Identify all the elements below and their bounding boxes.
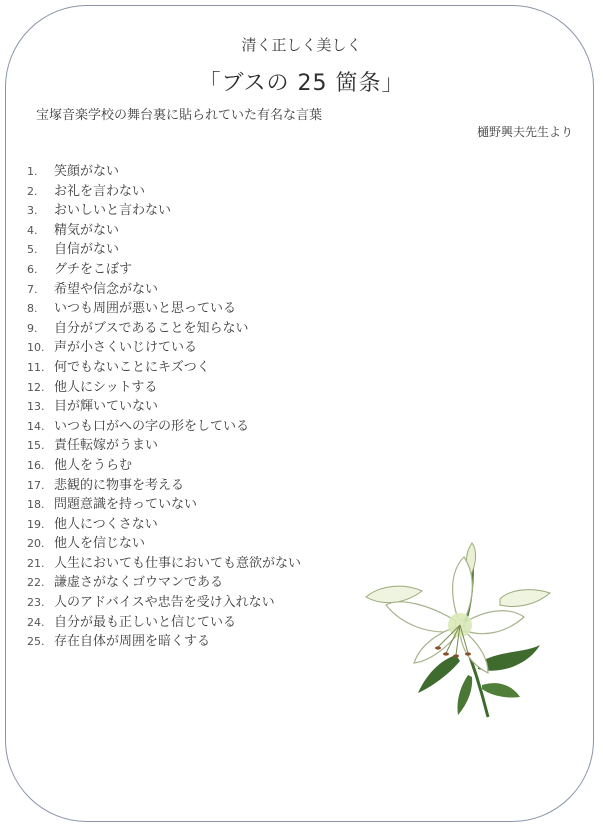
list-number: 22. [27, 576, 45, 590]
list-item [27, 182, 301, 202]
list-number: 9. [27, 321, 38, 335]
list-text: グチをこぼす [54, 261, 133, 277]
list-number: 15. [27, 439, 45, 453]
list-item [27, 593, 301, 613]
list-text: いつも周囲が悪いと思っている [54, 301, 237, 317]
list-item [27, 417, 301, 437]
lily-flower-illustration [360, 535, 560, 720]
list-number: 2. [27, 184, 38, 198]
list-number: 1. [27, 165, 38, 178]
list-number: 17. [27, 478, 45, 492]
list-number: 4. [27, 223, 38, 237]
list-number: 14. [27, 419, 45, 433]
list-item [27, 378, 301, 398]
list-text: 他人にシットする [54, 379, 158, 395]
list-number: 25. [27, 635, 45, 649]
list-item [27, 436, 301, 456]
list-number: 24. [27, 615, 45, 629]
list-text: 悲観的に物事を考える [54, 477, 185, 493]
list-item [27, 613, 301, 633]
list-item [27, 534, 301, 554]
list-text: 他人を信じない [54, 536, 146, 552]
list-number: 18. [27, 498, 45, 512]
list-number: 3. [27, 204, 38, 218]
list-number: 19. [27, 517, 45, 531]
list-number: 20. [27, 537, 45, 551]
list-text: 何でもないことにキズつく [54, 359, 210, 375]
list-text: 自信がない [54, 242, 120, 258]
list-number: 8. [27, 302, 38, 316]
list-text: 自分が最も正しいと信じている [54, 614, 237, 630]
list-item [27, 358, 301, 378]
list-text: 笑顔がない [54, 164, 120, 179]
page-caption: 宝塚音楽学校の舞台裏に貼られていた有名な言葉 [36, 108, 323, 123]
list-item [27, 319, 301, 339]
list-text: 人のアドバイスや忠告を受け入れない [54, 595, 275, 611]
list-item [27, 554, 301, 574]
list-text: 目が輝いていない [54, 399, 159, 415]
list-text: 他人をうらむ [54, 457, 133, 473]
list-item [27, 260, 301, 280]
rules-list [27, 162, 301, 652]
list-text: 精気がない [54, 222, 120, 238]
list-text: 他人につくさない [54, 516, 158, 532]
list-number: 13. [27, 400, 45, 414]
list-number: 21. [27, 556, 45, 570]
list-text: 人生においても仕事においても意欲がない [54, 555, 302, 571]
list-item [27, 456, 301, 476]
list-number: 5. [27, 243, 38, 257]
list-item [27, 201, 301, 221]
list-item [27, 632, 301, 652]
list-item [27, 162, 301, 182]
list-number: 10. [27, 341, 45, 355]
list-text: 問題意識を持っていない [54, 497, 198, 513]
list-text: いつも口がへの字の形をしている [54, 418, 250, 434]
list-text: 謙虚さがなくゴウマンである [54, 575, 224, 591]
list-number: 7. [27, 282, 38, 296]
list-text: 自分がブスであることを知らない [54, 320, 249, 336]
list-number: 6. [27, 262, 38, 276]
list-item [27, 280, 301, 300]
list-item [27, 573, 301, 593]
list-item [27, 221, 301, 241]
list-item [27, 240, 301, 260]
page-subtitle: 清く正しく美しく [241, 36, 362, 54]
page-title: 「ブスの 25 箇条」 [198, 71, 405, 96]
list-text: 希望や信念がない [54, 281, 159, 297]
list-number: 16. [27, 458, 45, 472]
list-text: おいしいと言わない [54, 203, 172, 219]
list-item [27, 338, 301, 358]
list-item [27, 495, 301, 515]
list-number: 11. [27, 360, 45, 374]
list-text: 責任転嫁がうまい [54, 438, 159, 454]
list-item [27, 397, 301, 417]
author-credit: 樋野興夫先生より [476, 125, 573, 139]
list-number: 12. [27, 380, 45, 394]
list-text: 声が小さくいじけている [54, 340, 198, 356]
list-text: 存在自体が周囲を暗くする [54, 634, 211, 650]
list-number: 23. [27, 596, 45, 610]
list-text: お礼を言わない [54, 183, 146, 199]
list-item [27, 476, 301, 496]
list-item [27, 299, 301, 319]
list-item [27, 515, 301, 535]
